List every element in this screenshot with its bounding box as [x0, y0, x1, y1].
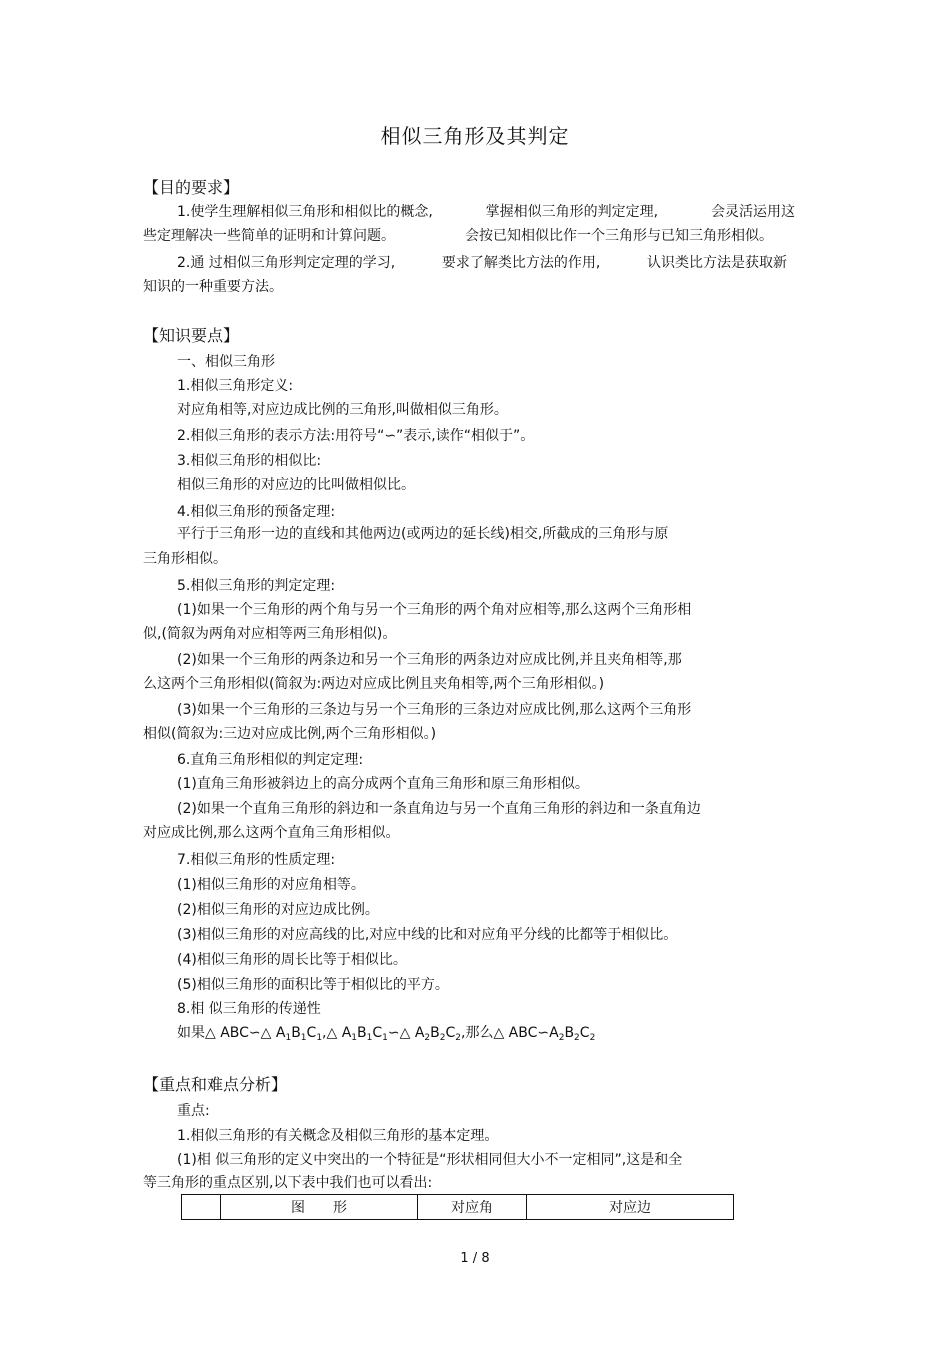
- formula-subscript: 2: [558, 1033, 565, 1043]
- knowledge-line: (2)相似三角形的对应边成比例。: [177, 902, 379, 918]
- knowledge-line: 么这两个三角形相似(简叙为:两边对应成比例且夹角相等,两个三角形相似。): [143, 676, 605, 692]
- table-header-cell: 图 形: [221, 1195, 418, 1220]
- formula-text: ,那么△ ABC∽A: [461, 1025, 559, 1041]
- page-number: 1 / 8: [460, 1251, 490, 1266]
- goals-text: 要求了解类比方法的作用,: [441, 255, 601, 271]
- formula-subscript: 1: [351, 1033, 358, 1043]
- formula-text: C: [579, 1025, 590, 1041]
- focus-line: 1.相似三角形的有关概念及相似三角形的基本定理。: [177, 1128, 499, 1144]
- goals-paragraph-1-line-2: [143, 226, 773, 246]
- knowledge-line: 3.相似三角形的相似比:: [177, 453, 322, 469]
- formula-subscript: 2: [574, 1033, 580, 1043]
- section-heading-goals: 【目的要求】: [143, 178, 240, 197]
- knowledge-line: 一、相似三角形: [177, 354, 275, 370]
- knowledge-line: (4)相似三角形的周长比等于相似比。: [177, 952, 407, 968]
- knowledge-line: (1)相似三角形的对应角相等。: [177, 877, 365, 893]
- knowledge-line: 7.相似三角形的性质定理:: [177, 852, 336, 868]
- knowledge-line: 平行于三角形一边的直线和其他两边(或两边的延长线)相交,所截成的三角形与原: [177, 526, 669, 542]
- goals-paragraph-1-line-1: [177, 202, 795, 222]
- formula-subscript: 1: [382, 1033, 388, 1043]
- focus-line: 等三角形的重点区别,以下表中我们也可以看出:: [143, 1175, 433, 1191]
- knowledge-line: (1)直角三角形被斜边上的高分成两个直角三角形和原三角形相似。: [177, 776, 589, 792]
- formula-subscript: 1: [285, 1033, 292, 1043]
- page-title: 相似三角形及其判定: [380, 124, 570, 148]
- table-header-cell: [182, 1195, 221, 1220]
- knowledge-line: 相似三角形的对应边的比叫做相似比。: [177, 477, 415, 493]
- knowledge-line: 三角形相似。: [143, 551, 227, 567]
- comparison-table: [181, 1194, 734, 1220]
- transitivity-formula: [177, 1023, 595, 1048]
- knowledge-line: 对应角相等,对应边成比例的三角形,叫做相似三角形。: [177, 402, 508, 418]
- table-header-row: [182, 1195, 734, 1220]
- formula-text: 如果△ ABC∽△ A: [177, 1025, 286, 1041]
- knowledge-line: 相似(简叙为:三边对应成比例,两个三角形相似。): [143, 726, 437, 742]
- table-header-cell: 对应角: [418, 1195, 527, 1220]
- formula-text: B: [430, 1025, 440, 1041]
- knowledge-line: 2.相似三角形的表示方法:用符号“∽”表示,读作“相似于”。: [177, 428, 535, 444]
- goals-text: 认识类比方法是获取新: [647, 255, 787, 271]
- goals-text: 1.使学生理解相似三角形和相似比的概念,: [177, 204, 433, 220]
- goals-paragraph-2-line-2: 知识的一种重要方法。: [143, 279, 283, 295]
- knowledge-line: 6.直角三角形相似的判定定理:: [177, 752, 364, 768]
- focus-line: (1)相 似三角形的定义中突出的一个特征是“形状相同但大小不一定相同”,这是和全: [177, 1152, 683, 1168]
- formula-text: B: [564, 1025, 575, 1041]
- goals-text: 些定理解决一些简单的证明和计算问题。: [143, 228, 395, 244]
- goals-text: 掌握相似三角形的判定定理,: [485, 204, 659, 220]
- formula-text: C: [372, 1025, 383, 1041]
- formula-text: C: [445, 1025, 456, 1041]
- formula-subscript: 1: [316, 1033, 323, 1043]
- formula-subscript: 1: [366, 1033, 373, 1043]
- section-heading-focus: 【重点和难点分析】: [143, 1075, 288, 1094]
- goals-text: 会灵活运用这: [710, 204, 795, 220]
- goals-text: 会按已知相似比作一个三角形与已知三角形相似。: [465, 228, 773, 244]
- focus-line: 重点:: [177, 1103, 210, 1119]
- formula-text: C: [306, 1025, 317, 1041]
- table-header-cell: 对应边: [527, 1195, 734, 1220]
- formula-text: ,△ A: [322, 1025, 352, 1041]
- formula-subscript: 2: [424, 1033, 431, 1043]
- goals-paragraph-2-line-1: [177, 253, 787, 273]
- knowledge-line: 4.相似三角形的预备定理:: [177, 504, 336, 520]
- knowledge-line: (3)如果一个三角形的三条边与另一个三角形的三条边对应成比例,那么这两个三角形: [177, 702, 692, 718]
- knowledge-line: (5)相似三角形的面积比等于相似比的平方。: [177, 977, 449, 993]
- knowledge-line: 5.相似三角形的判定定理:: [177, 578, 336, 594]
- knowledge-line: (3)相似三角形的对应高线的比,对应中线的比和对应角平分线的比都等于相似比。: [177, 927, 678, 943]
- knowledge-line: 对应成比例,那么这两个直角三角形相似。: [143, 825, 400, 841]
- formula-subscript: 1: [300, 1033, 307, 1043]
- formula-text: ∽△ A: [387, 1025, 425, 1041]
- knowledge-line: 1.相似三角形定义:: [177, 378, 294, 394]
- formula-subscript: 2: [589, 1033, 596, 1043]
- formula-subscript: 2: [455, 1033, 462, 1043]
- knowledge-line: (1)如果一个三角形的两个角与另一个三角形的两个角对应相等,那么这两个三角形相: [177, 602, 692, 618]
- knowledge-line: 似,(简叙为两角对应相等两三角形相似)。: [143, 626, 397, 642]
- goals-text: 2.通 过相似三角形判定定理的学习,: [177, 255, 396, 271]
- formula-text: B: [357, 1025, 367, 1041]
- formula-text: B: [291, 1025, 301, 1041]
- knowledge-line: 8.相 似三角形的传递性: [177, 1001, 321, 1017]
- knowledge-line: (2)如果一个三角形的两条边和另一个三角形的两条边对应成比例,并且夹角相等,那: [177, 652, 682, 668]
- section-heading-knowledge: 【知识要点】: [143, 326, 240, 345]
- knowledge-line: (2)如果一个直角三角形的斜边和一条直角边与另一个直角三角形的斜边和一条直角边: [177, 801, 701, 817]
- formula-subscript: 2: [439, 1033, 446, 1043]
